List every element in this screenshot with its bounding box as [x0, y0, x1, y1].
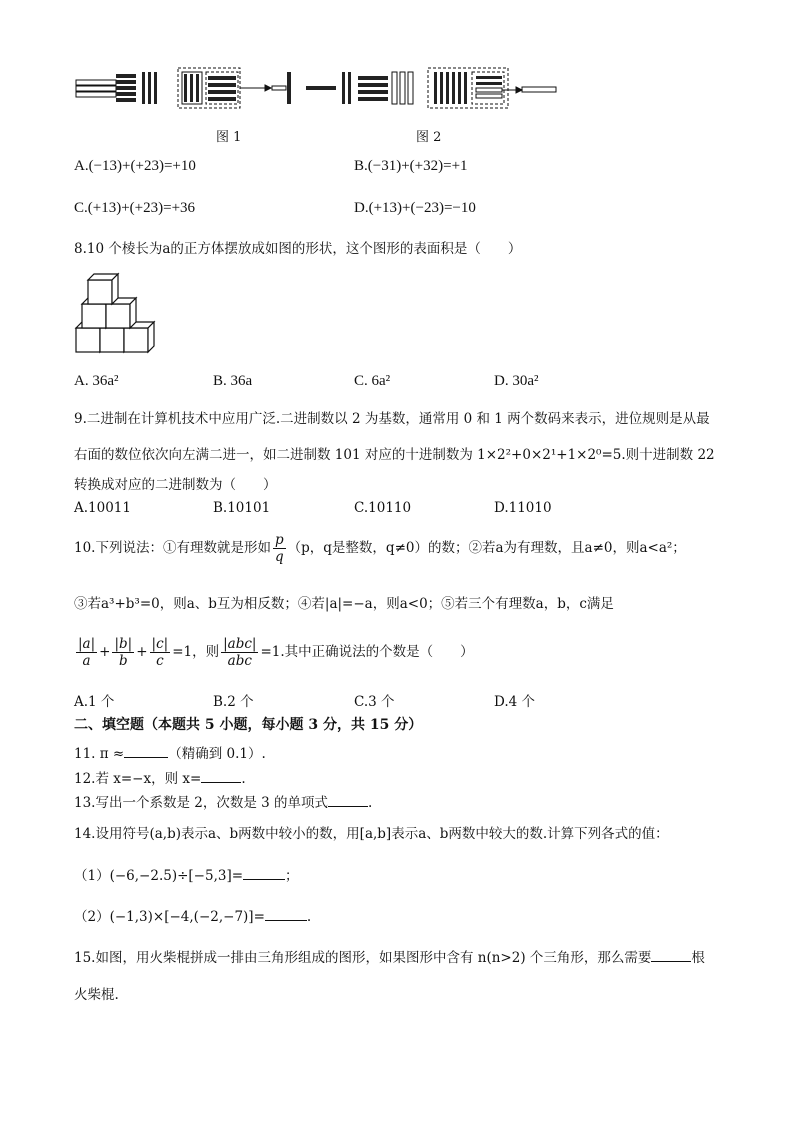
q7-option-c: C.(+13)+(+23)=+36: [74, 200, 196, 216]
answer-blank: [201, 770, 241, 783]
q8-option-a: A. 36a²: [74, 373, 119, 389]
q8-option-d: D. 30a²: [494, 373, 539, 389]
q9-option-c: C.10110: [354, 500, 412, 516]
q7-option-d: D.(+13)+(−23)=−10: [354, 200, 476, 216]
q7-option-a: A.(−13)+(+23)=+10: [74, 158, 196, 174]
figure-1-label: 图 1: [216, 130, 242, 145]
q7-option-b: B.(−31)+(+32)=+1: [354, 158, 468, 174]
q10-option-a: A.1 个: [74, 694, 115, 710]
q10-option-c: C.3 个: [354, 694, 395, 710]
q9-option-a: A.10011: [74, 500, 131, 516]
abacus-figure: [70, 66, 560, 116]
figure-2-label: 图 2: [416, 130, 442, 145]
q10-line-3: $\frac{|a|}{a}$ + $\frac{|b|}{b}$ + $\frac{|c|}{c}$ =1，则 $\frac{\text{|abc|}}{\text{abc}}$ =1.其中正确说法的个数是（ ）: [78, 636, 474, 669]
q9-line-1: 9.二进制在计算机技术中应用广泛.二进制数以 2 为基数，通常用 0 和 1 两个数码来表示，进位规则是从最: [74, 411, 710, 427]
q13: 13.写出一个系数是 2，次数是 3 的单项式 .: [74, 795, 373, 811]
q9-line-3: 转换成对应的二进制数为（ ）: [74, 477, 277, 493]
q11: 11. π ≈ （精确到 0.1）.: [74, 746, 266, 762]
answer-blank: [651, 949, 691, 962]
q9-line-2: 右面的数位依次向左满二进一，如二进制数 101 对应的十进制数为 1×2²+0×2¹+1×2⁰=5.则十进制数 22: [74, 447, 715, 463]
q10-option-d: D.4 个: [494, 694, 536, 710]
rod: [76, 92, 116, 97]
q10-line-1: 10.下列说法：①有理数就是形如 $\frac{p}{q}$ （p，q是整数，q≠0）的数；②若a为有理数，且a≠0，则a<a²；: [74, 532, 686, 565]
q14-stem: 14.设用符号(a,b)表示a、b两数中较小的数，用[a,b]表示a、b两数中较大的数.计算下列各式的值：: [74, 826, 669, 842]
q14-part-1: （1）(−6,−2.5)÷[−5,3]= ；: [74, 868, 299, 884]
q15-line-1: 15.如图，用火柴棍拼成一排由三角形组成的图形，如果图形中含有 n(n>2) 个三角形，那么需要 根: [74, 950, 705, 966]
cube-stack-figure: [74, 268, 164, 356]
rod: [76, 86, 116, 91]
q15-line-2: 火柴棍.: [74, 987, 119, 1003]
q9-option-d: D.11010: [494, 500, 552, 516]
answer-blank: [328, 794, 368, 807]
answer-blank: [265, 908, 307, 921]
q10-option-b: B.2 个: [213, 694, 254, 710]
answer-blank: [124, 745, 168, 758]
section-2-title: 二、填空题（本题共 5 小题，每小题 3 分，共 15 分）: [74, 717, 423, 733]
fraction-p-over-q: $\frac{p}{q}$: [274, 532, 284, 565]
q14-part-2: （2）(−1,3)×[−4,(−2,−7)]= .: [74, 909, 312, 925]
q8-stem: 8.10 个棱长为a的正方体摆放成如图的形状，这个图形的表面积是（ ）: [74, 241, 522, 257]
q9-option-b: B.10101: [213, 500, 271, 516]
rod: [76, 80, 116, 85]
q8-option-b: B. 36a: [213, 373, 253, 389]
q8-option-c: C. 6a²: [354, 373, 391, 389]
q12: 12.若 x=−x，则 x= .: [74, 771, 246, 787]
answer-blank: [243, 867, 285, 880]
q10-line-2: ③若a³+b³=0，则a、b互为相反数；④若|a|=−a，则a<0；⑤若三个有理数a，b，c满足: [74, 596, 614, 612]
